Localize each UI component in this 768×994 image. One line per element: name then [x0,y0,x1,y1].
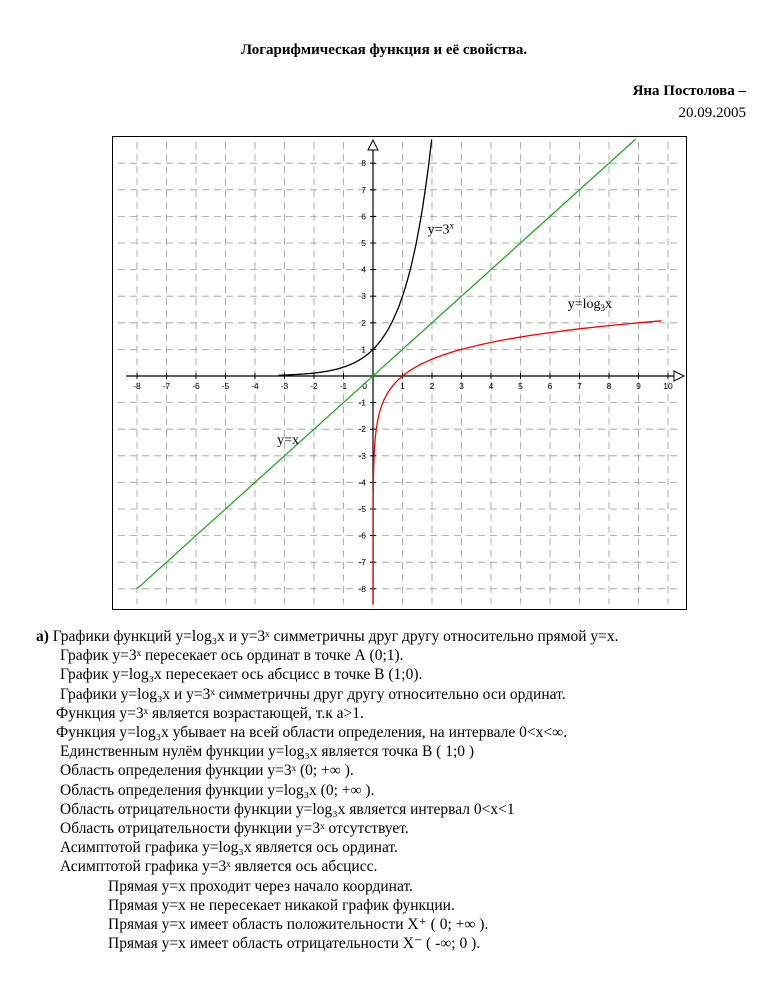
property-text: Область отрицательности функции y=3ˣ отсутствует. [60,820,409,838]
property-line [36,685,756,704]
label-logarithm: $y=\log_3x$ [567,297,612,314]
property-text: Прямая y=x не пересекает никакой график функции. [108,896,455,914]
property-text: Прямая y=x проходит через начало координат. [108,877,413,895]
y-tick-label: 8 [361,158,366,169]
property-text: Функция y=log₃x убывает на всей области определения, на интервале 0<x<∞. [56,724,568,742]
property-text: Область определения функции y=3ˣ (0; +∞ ). [60,762,354,780]
x-tick-label: 4 [488,381,494,391]
y-tick-label: 2 [361,317,366,328]
property-line [36,896,756,915]
origin-label: 0 [362,381,367,391]
x-tick-label: -8 [133,381,141,391]
property-line [36,800,756,819]
x-tick-label: 10 [663,381,673,391]
x-tick-label: -3 [280,381,289,391]
property-line [36,915,756,934]
document-date: 20.09.2005 [678,105,746,121]
y-tick-label: -6 [358,530,366,541]
y-tick-label: 6 [361,211,366,222]
item-marker: а) [36,628,49,645]
property-line [36,857,756,876]
label-exponential: $y=3^x$ [427,220,454,238]
property-line [36,627,756,646]
author-block [633,80,746,124]
x-tick-label: 1 [400,381,405,391]
x-tick-label: 3 [459,381,464,391]
label-line: y=x [277,432,300,448]
property-line [36,761,756,780]
x-tick-label: -5 [221,381,230,391]
document-title: Логарифмическая функция и её свойства. [240,42,528,58]
property-text: Асимптотой графика y=log₃x является ось ординат. [60,839,398,857]
y-tick-label: -3 [358,450,366,461]
x-tick-label: 8 [606,381,612,391]
y-tick-label: -8 [358,583,366,594]
property-line [36,781,756,800]
property-line [36,704,756,723]
property-line [36,646,756,665]
property-line [36,838,756,857]
property-text: Прямая y=x имеет область отрицательности X⁻ ( -∞; 0 ). [108,935,481,953]
y-tick-label: -4 [358,477,366,488]
property-line [36,934,756,953]
function-graph [112,136,687,610]
x-tick-label: 9 [636,381,641,391]
property-line [36,819,756,838]
y-tick-label: 5 [361,238,366,248]
x-tick-label: 2 [429,381,435,391]
property-line [36,723,756,742]
properties-list [36,627,756,953]
y-tick-label: 7 [361,184,366,195]
property-text: Область отрицательности функции y=log₃x является интервал 0<x<1 [60,800,515,818]
x-tick-label: 7 [577,381,582,391]
y-tick-label: 3 [361,291,366,302]
x-tick-label: -4 [251,381,259,391]
property-text: Функция y=3ˣ является возрастающей, т.к a>1. [56,704,364,722]
y-tick-label: -1 [358,397,366,408]
y-tick-label: 1 [361,344,366,355]
property-line [36,877,756,896]
x-tick-label: -6 [192,381,200,391]
y-tick-label: -2 [358,424,366,435]
property-line [36,742,756,761]
property-text: Единственным нулём функции y=log₃x является точка В ( 1;0 ) [60,743,475,761]
x-tick-label: 5 [518,381,523,391]
property-text: Асимптотой графика y=3ˣ является ось абсцисс. [60,858,378,876]
x-tick-label: -2 [310,381,318,391]
y-tick-label: 4 [361,264,366,275]
property-line [36,665,756,684]
y-tick-label: -5 [358,504,366,514]
x-tick-label: -1 [339,381,348,391]
y-tick-label: -7 [358,557,366,568]
x-tick-label: -7 [162,381,171,391]
property-text: Прямая y=x имеет область положительности X⁺ ( 0; +∞ ). [108,916,489,934]
x-tick-label: 6 [547,381,553,391]
property-text: Графики y=log₃x и y=3ˣ симметричны друг другу относительно оси ординат. [60,685,566,703]
property-text: Графики функций y=log₃x и y=3ˣ симметричны друг другу относительно прямой y=x. [48,628,619,645]
property-text: Область определения функции y=log₃x (0; +∞ ). [60,781,375,799]
author-name: Яна Постолова – [632,83,746,99]
property-text: График y=log₃x пересекает ось абсцисс в точке В (1;0). [60,666,423,684]
graph-frame [113,137,687,610]
property-text: График y=3ˣ пересекает ось ординат в точке А (0;1). [60,647,404,665]
